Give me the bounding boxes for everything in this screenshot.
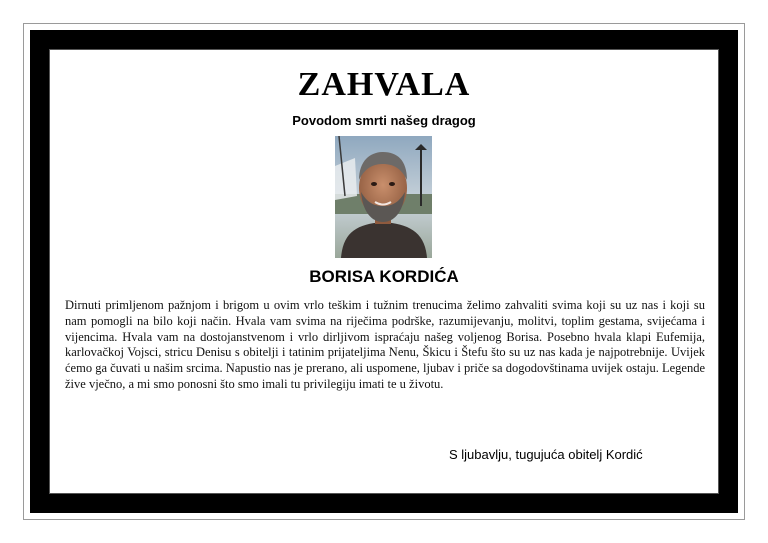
thank-you-message: Dirnuti primljenom pažnjom i brigom u ovim vrlo teškim i tužnim trenucima želimo zahvaliti svima koji su uz nas i koji su nam pomogli na bilo koji način. Hvala vam svima na riječima podrške, razumijevanju, molitvi, toplim gestama, svijećama i vijencima. Hvala vam na dostojanstvenom i vrlo dirljivom ispraćaju našeg voljenog Borisa. Posebno hvala klapi Eufemija, karlovačkoj Vojsci, stricu Denisu s obitelji i tatinim prijateljima Nenu, Škicu i Štefu što su uz nas kada je najpotrebnije. Uvijek ćemo ga čuvati u našim srcima. Napustio nas je prerano, ali uspomene, ljubav i priče sa dogodovštinama uvijek ostaju. Legende žive vječno, a mi smo ponosni što smo imali tu privilegiju imati te u životu. (65, 298, 705, 391)
family-signature: S ljubavlju, tugujuća obitelj Kordić (449, 447, 643, 462)
notice-title: ZAHVALA (297, 66, 471, 103)
deceased-name: BORISA KORDIĆA (309, 267, 459, 286)
portrait-photo (335, 136, 432, 258)
notice-subtitle: Povodom smrti našeg dragog (292, 113, 476, 128)
